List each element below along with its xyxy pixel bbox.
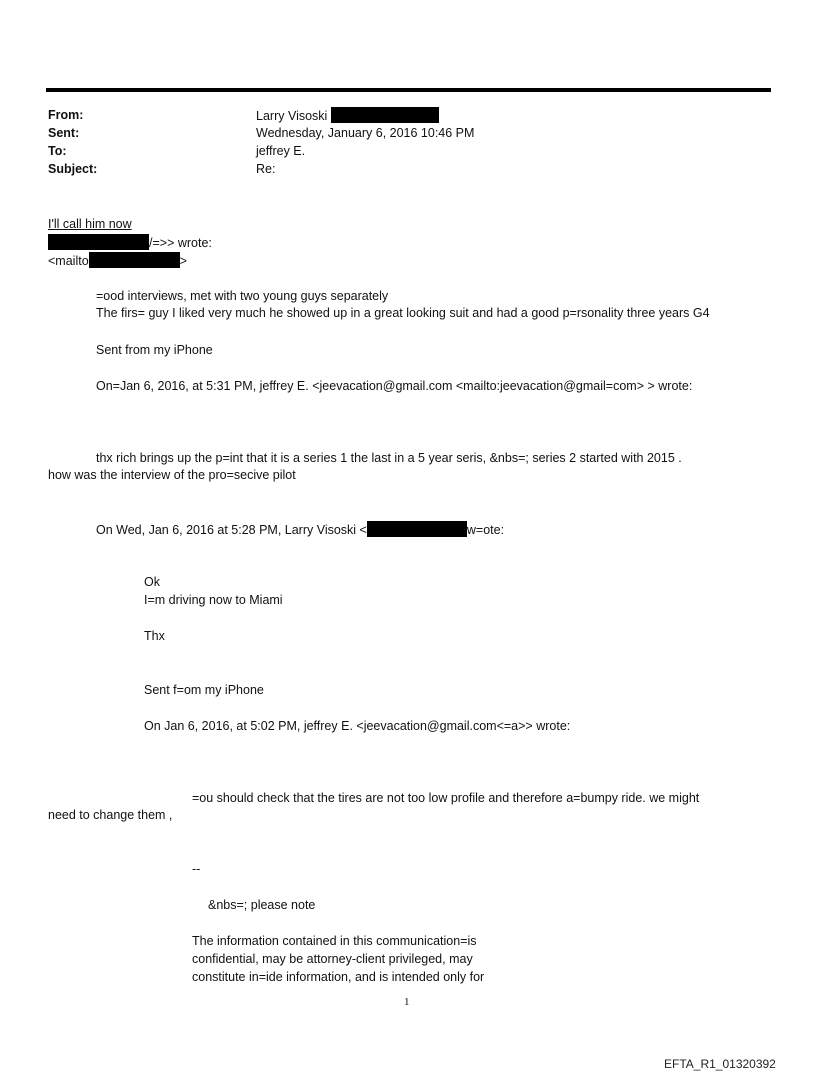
header-rule: [46, 88, 771, 92]
from-value: [256, 107, 439, 125]
quote-attribution: On Wed, Jan 6, 2016 at 5:28 PM, Larry Visoski < w=ote:: [96, 523, 505, 537]
body-line: need to change them ,: [48, 808, 173, 822]
from-name: Larry Visoski: [256, 109, 328, 123]
subject-label: Subject:: [48, 162, 98, 176]
body-line: =ood interviews, met with two young guys separately: [96, 289, 389, 303]
reply-line: I'll call him now: [48, 217, 132, 231]
body-line: I=m driving now to Miami: [144, 593, 283, 607]
sent-value: Wednesday, January 6, 2016 10:46 PM: [256, 126, 475, 140]
disclaimer-line: constitute in=ide information, and is intended only for: [192, 970, 485, 984]
body-line: =ou should check that the tires are not too low profile and therefore a=bumpy ride. we might: [192, 791, 700, 805]
body-line: Ok: [144, 575, 160, 589]
redaction-block: [331, 107, 439, 123]
body-line: thx rich brings up the p=int that it is a series 1 the last in a 5 year seris, &nbs=; series 2 started with 2015 .: [96, 451, 682, 465]
separator-line: --: [192, 862, 201, 876]
body-line: how was the interview of the pro=secive pilot: [48, 468, 296, 482]
redaction-block: [48, 234, 149, 250]
quote-attribution: On=Jan 6, 2016, at 5:31 PM, jeffrey E. <jeevacation@gmail.com <mailto:jeevacation@gmail=com> > wrote:: [96, 379, 693, 393]
subject-value: Re:: [256, 162, 276, 176]
disclaimer-line: The information contained in this communication=is: [192, 934, 477, 948]
signature-line: Sent f=om my iPhone: [144, 683, 264, 697]
signature-line: Sent from my iPhone: [96, 343, 213, 357]
page-number: 1: [404, 996, 410, 1008]
document-id: EFTA_R1_01320392: [664, 1057, 776, 1071]
to-label: To:: [48, 144, 67, 158]
redaction-block: [89, 252, 180, 268]
quoted-attribution: /=>> wrote:: [48, 234, 212, 252]
redaction-block: [367, 521, 467, 537]
disclaimer-line: confidential, may be attorney-client privileged, may: [192, 952, 473, 966]
body-line: Thx: [144, 629, 165, 643]
sent-label: Sent:: [48, 126, 80, 140]
body-line: The firs= guy I liked very much he showed up in a great looking suit and had a good p=rsonality three years G4: [96, 306, 710, 320]
mailto-line: <mailto >: [48, 254, 187, 268]
to-value: jeffrey E.: [256, 144, 306, 158]
quote-attribution: On Jan 6, 2016, at 5:02 PM, jeffrey E. <jeevacation@gmail.com<=a>> wrote:: [144, 719, 571, 733]
body-line: &nbs=; please note: [208, 898, 316, 912]
from-label: From:: [48, 108, 84, 122]
